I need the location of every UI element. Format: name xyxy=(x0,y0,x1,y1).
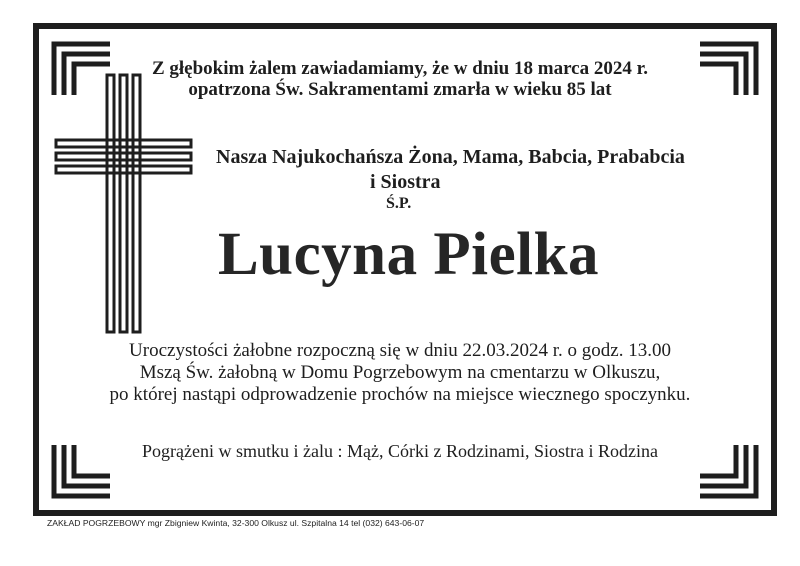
funeral-home-footer: ZAKŁAD POGRZEBOWY mgr Zbigniew Kwinta, 32-300 Olkusz ul. Szpitalna 14 tel (032) 643-06-07 xyxy=(47,518,425,528)
deceased-name: Lucyna Pielka xyxy=(218,221,600,288)
sp-prefix: Ś.P. xyxy=(386,195,412,212)
cross-icon xyxy=(56,75,191,332)
mourners-line: Pogrążeni w smutku i żalu : Mąż, Córki z Rodzinami, Siostra i Rodzina xyxy=(142,441,658,461)
announcement-line-2: opatrzona Św. Sakramentami zmarła w wieku 85 lat xyxy=(188,79,612,100)
ceremony-line-3: po której nastąpi odprowadzenie prochów na miejsce wiecznego spoczynku. xyxy=(109,384,691,405)
relation-line-2: i Siostra xyxy=(370,171,441,193)
announcement-line-1: Z głębokim żalem zawiadamiamy, że w dniu 18 marca 2024 r. xyxy=(151,58,649,79)
relation-line-1: Nasza Najukochańsza Żona, Mama, Babcia, Prababcia xyxy=(216,146,685,168)
ceremony-line-2: Mszą Św. żałobną w Domu Pogrzebowym na cmentarzu w Olkuszu, xyxy=(139,362,661,383)
ceremony-line-1: Uroczystości żałobne rozpoczną się w dniu 22.03.2024 r. o godz. 13.00 xyxy=(129,340,671,361)
